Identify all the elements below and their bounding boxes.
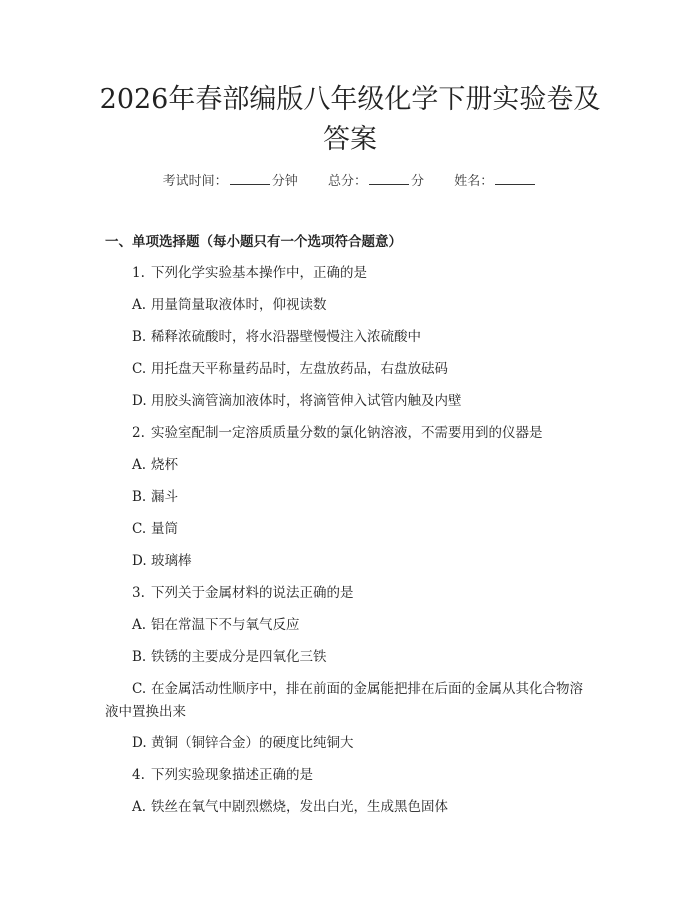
option-text: 铁锈的主要成分是四氧化三铁 bbox=[151, 649, 327, 665]
question-1-option-a bbox=[132, 293, 327, 313]
option-text: 量筒 bbox=[151, 521, 178, 537]
question-text: 下列实验现象描述正确的是 bbox=[151, 767, 313, 783]
option-letter: A. bbox=[132, 617, 147, 633]
option-text: 黄铜（铜锌合金）的硬度比纯铜大 bbox=[151, 735, 354, 751]
question-number: 3. bbox=[132, 585, 145, 601]
question-number: 2. bbox=[132, 425, 145, 441]
question-2 bbox=[132, 421, 543, 441]
option-letter: A. bbox=[132, 457, 147, 473]
question-3-option-a bbox=[132, 613, 300, 633]
option-letter: C. bbox=[132, 521, 147, 537]
option-letter: D. bbox=[132, 735, 147, 751]
total-score-unit: 分 bbox=[411, 174, 425, 189]
question-3-option-c-continuation: 液中置换出来 bbox=[105, 704, 186, 720]
option-text: 漏斗 bbox=[151, 489, 178, 505]
question-3-option-d bbox=[132, 731, 354, 751]
exam-time-unit: 分钟 bbox=[271, 174, 298, 189]
exam-time-label: 考试时间： bbox=[162, 174, 228, 189]
question-2-option-c bbox=[132, 517, 178, 537]
exam-time-blank bbox=[230, 173, 270, 185]
question-1 bbox=[132, 261, 367, 281]
section-heading: 一、单项选择题（每小题只有一个选项符合题意） bbox=[105, 234, 402, 250]
option-text: 用托盘天平称量药品时，左盘放药品，右盘放砝码 bbox=[151, 361, 448, 377]
option-letter: A. bbox=[132, 297, 147, 313]
question-2-option-b bbox=[132, 485, 178, 505]
option-letter: B. bbox=[132, 329, 147, 345]
question-text: 下列关于金属材料的说法正确的是 bbox=[151, 585, 354, 601]
page-title: 2026年春部编版八年级化学下册实验卷及答案 bbox=[99, 84, 601, 155]
question-1-option-c bbox=[132, 357, 448, 377]
option-letter: D. bbox=[132, 393, 147, 409]
name-blank bbox=[495, 173, 535, 185]
option-text: 用胶头滴管滴加液体时，将滴管伸入试管内触及内壁 bbox=[151, 393, 462, 409]
question-4 bbox=[132, 763, 313, 783]
option-text: 在金属活动性顺序中，排在前面的金属能把排在后面的金属从其化合物溶 bbox=[151, 681, 583, 697]
question-number: 4. bbox=[132, 767, 145, 783]
exam-info-line bbox=[0, 170, 700, 189]
question-1-option-d bbox=[132, 389, 462, 409]
total-score-blank bbox=[369, 173, 409, 185]
question-3 bbox=[132, 581, 354, 601]
total-score-label: 总分： bbox=[327, 174, 367, 189]
question-4-option-a bbox=[132, 795, 448, 815]
option-text: 稀释浓硫酸时，将水沿器壁慢慢注入浓硫酸中 bbox=[151, 329, 421, 345]
option-text: 玻璃棒 bbox=[151, 553, 192, 569]
option-text: 烧杯 bbox=[151, 457, 178, 473]
question-3-option-c bbox=[132, 677, 583, 697]
option-text: 铁丝在氧气中剧烈燃烧，发出白光，生成黑色固体 bbox=[151, 799, 448, 815]
option-letter: A. bbox=[132, 799, 147, 815]
question-2-option-d bbox=[132, 549, 192, 569]
option-letter: B. bbox=[132, 649, 147, 665]
option-letter: B. bbox=[132, 489, 147, 505]
question-3-option-b bbox=[132, 645, 327, 665]
option-letter: C. bbox=[132, 681, 147, 697]
option-text: 铝在常温下不与氧气反应 bbox=[151, 617, 300, 633]
option-letter: C. bbox=[132, 361, 147, 377]
question-2-option-a bbox=[132, 453, 178, 473]
question-number: 1. bbox=[132, 265, 145, 281]
question-1-option-b bbox=[132, 325, 421, 345]
question-text: 下列化学实验基本操作中，正确的是 bbox=[151, 265, 367, 281]
option-letter: D. bbox=[132, 553, 147, 569]
question-text: 实验室配制一定溶质质量分数的氯化钠溶液，不需要用到的仪器是 bbox=[151, 425, 543, 441]
option-text: 用量筒量取液体时，仰视读数 bbox=[151, 297, 327, 313]
name-label: 姓名： bbox=[454, 174, 494, 189]
